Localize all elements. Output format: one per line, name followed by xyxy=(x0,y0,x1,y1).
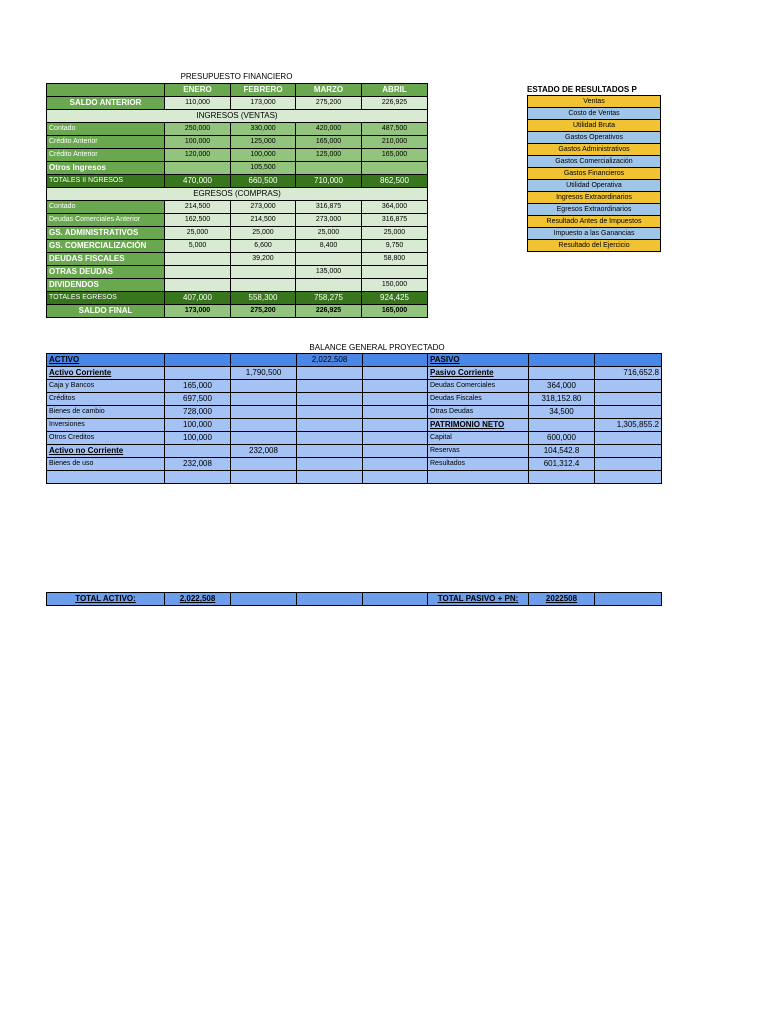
egresos-value xyxy=(165,253,231,266)
ingresos-value: 125,000 xyxy=(231,136,296,149)
activo-value xyxy=(165,367,231,380)
estado-row xyxy=(528,132,661,144)
activo-subtotal xyxy=(231,471,297,484)
egresos-value xyxy=(296,253,362,266)
saldo-final-value: 226,925 xyxy=(296,305,362,318)
egresos-label: OTRAS DEUDAS xyxy=(47,266,165,279)
activo-value: 100,000 xyxy=(165,432,231,445)
balance-row xyxy=(47,471,662,484)
empty-cell xyxy=(297,367,363,380)
activo-label: Créditos xyxy=(47,393,165,406)
egresos-value: 214,500 xyxy=(231,214,296,227)
activo-label: Activo no Corriente xyxy=(47,445,165,458)
activo-subtotal xyxy=(231,432,297,445)
activo-value: 728,000 xyxy=(165,406,231,419)
ingresos-value: 120,000 xyxy=(165,149,231,162)
egresos-row xyxy=(47,253,428,266)
pasivo-label: Capital xyxy=(428,432,529,445)
egresos-section-row xyxy=(47,188,428,201)
balance-header-row xyxy=(47,354,662,367)
activo-value xyxy=(165,471,231,484)
estado-row xyxy=(528,228,661,240)
balance-row xyxy=(47,367,662,380)
egresos-value xyxy=(231,266,296,279)
presupuesto-table xyxy=(46,83,428,318)
saldo-final-value: 275,200 xyxy=(231,305,296,318)
empty-cell xyxy=(529,354,595,367)
egresos-value: 364,000 xyxy=(362,201,428,214)
egresos-value: 25,000 xyxy=(296,227,362,240)
empty-cell xyxy=(363,458,428,471)
egresos-value xyxy=(165,279,231,292)
estado-row xyxy=(528,144,661,156)
pasivo-label: Resultados xyxy=(428,458,529,471)
egresos-value: 5,000 xyxy=(165,240,231,253)
estado-item: Ingresos Extraordinarios xyxy=(528,192,661,204)
pasivo-label: Deudas Fiscales xyxy=(428,393,529,406)
activo-label: Otros Creditos xyxy=(47,432,165,445)
pasivo-subtotal xyxy=(595,445,662,458)
balance-table xyxy=(46,353,662,484)
estado-title: ESTADO DE RESULTADOS P xyxy=(527,85,637,94)
pasivo-value xyxy=(529,419,595,432)
pasivo-label xyxy=(428,471,529,484)
pasivo-value: 34,500 xyxy=(529,406,595,419)
egresos-row xyxy=(47,279,428,292)
empty-cell xyxy=(297,593,363,606)
total-pasivo-value: 2022508 xyxy=(529,593,595,606)
balance-row xyxy=(47,380,662,393)
total-activo-value: 2,022,508 xyxy=(165,593,231,606)
egresos-value: 273,000 xyxy=(296,214,362,227)
saldo-anterior-value: 173,000 xyxy=(231,97,296,110)
saldo-final-value: 165,000 xyxy=(362,305,428,318)
totales-egresos-value: 924,425 xyxy=(362,292,428,305)
pasivo-subtotal xyxy=(595,406,662,419)
empty-cell xyxy=(595,593,662,606)
saldo-anterior-label: SALDO ANTERIOR xyxy=(47,97,165,110)
totales-table xyxy=(46,592,662,606)
estado-row xyxy=(528,156,661,168)
egresos-label: DEUDAS FISCALES xyxy=(47,253,165,266)
ingresos-row xyxy=(47,136,428,149)
egresos-value: 58,800 xyxy=(362,253,428,266)
month-header: MARZO xyxy=(296,84,362,97)
pasivo-label: Otras Deudas xyxy=(428,406,529,419)
ingresos-value: 125,000 xyxy=(296,149,362,162)
totales-egresos-label: TOTALES EGRESOS xyxy=(47,292,165,305)
totales-ingresos-value: 470,000 xyxy=(165,175,231,188)
empty-cell xyxy=(363,380,428,393)
empty-cell xyxy=(363,445,428,458)
egresos-value: 8,400 xyxy=(296,240,362,253)
months-header-row xyxy=(47,84,428,97)
empty-cell xyxy=(297,380,363,393)
activo-subtotal xyxy=(231,419,297,432)
ingresos-label: Crédito Anterior xyxy=(47,136,165,149)
empty-cell xyxy=(363,471,428,484)
saldo-final-label: SALDO FINAL xyxy=(47,305,165,318)
empty-cell xyxy=(297,406,363,419)
egresos-label: DIVIDENDOS xyxy=(47,279,165,292)
pasivo-subtotal xyxy=(595,471,662,484)
activo-header: ACTIVO xyxy=(47,354,165,367)
corner-cell xyxy=(47,84,165,97)
empty-cell xyxy=(363,406,428,419)
empty-cell xyxy=(297,393,363,406)
balance-row xyxy=(47,432,662,445)
egresos-value: 25,000 xyxy=(165,227,231,240)
estado-item: Gastos Comercialización xyxy=(528,156,661,168)
empty-cell xyxy=(595,354,662,367)
egresos-value: 316,875 xyxy=(296,201,362,214)
estado-row xyxy=(528,108,661,120)
egresos-value: 214,500 xyxy=(165,201,231,214)
empty-cell xyxy=(297,458,363,471)
ingresos-label: Contado xyxy=(47,123,165,136)
empty-cell xyxy=(165,354,231,367)
activo-subtotal xyxy=(231,406,297,419)
estado-item: Egresos Extraordinarios xyxy=(528,204,661,216)
ingresos-value: 330,000 xyxy=(231,123,296,136)
egresos-label: Deudas Comerciales Anterior xyxy=(47,214,165,227)
egresos-row xyxy=(47,201,428,214)
estado-item: Gastos Financieros xyxy=(528,168,661,180)
empty-cell xyxy=(363,593,428,606)
empty-cell xyxy=(363,419,428,432)
activo-total-value: 2,022,508 xyxy=(297,354,363,367)
balance-row xyxy=(47,419,662,432)
egresos-value: 6,600 xyxy=(231,240,296,253)
estado-item: Ventas xyxy=(528,96,661,108)
activo-value: 100,000 xyxy=(165,419,231,432)
pasivo-value: 600,000 xyxy=(529,432,595,445)
egresos-value: 9,750 xyxy=(362,240,428,253)
pasivo-value: 364,000 xyxy=(529,380,595,393)
estado-item: Utilidad Operativa xyxy=(528,180,661,192)
ingresos-label: Crédito Anterior xyxy=(47,149,165,162)
egresos-row xyxy=(47,266,428,279)
totales-row xyxy=(47,593,662,606)
activo-label xyxy=(47,471,165,484)
pasivo-header: PASIVO xyxy=(428,354,529,367)
totales-ingresos-value: 862,500 xyxy=(362,175,428,188)
estado-row xyxy=(528,180,661,192)
activo-label: Bienes de cambio xyxy=(47,406,165,419)
total-pasivo-label: TOTAL PASIVO + PN: xyxy=(428,593,529,606)
saldo-final-value: 173,000 xyxy=(165,305,231,318)
ingresos-value: 250,000 xyxy=(165,123,231,136)
estado-item: Impuesto a las Ganancias xyxy=(528,228,661,240)
empty-cell xyxy=(297,432,363,445)
ingresos-label: Otros Ingresos xyxy=(47,162,165,175)
saldo-anterior-value: 226,925 xyxy=(362,97,428,110)
estado-table xyxy=(527,95,661,252)
balance-title: BALANCE GENERAL PROYECTADO xyxy=(309,343,445,352)
egresos-header: EGRESOS (COMPRAS) xyxy=(47,188,428,201)
empty-cell xyxy=(297,419,363,432)
saldo-anterior-value: 110,000 xyxy=(165,97,231,110)
egresos-row xyxy=(47,227,428,240)
ingresos-value: 100,000 xyxy=(165,136,231,149)
pasivo-value xyxy=(529,367,595,380)
ingresos-value xyxy=(165,162,231,175)
activo-value xyxy=(165,445,231,458)
pasivo-subtotal: 1,305,855.2 xyxy=(595,419,662,432)
estado-row xyxy=(528,96,661,108)
egresos-label: GS. COMERCIALIZACIÓN xyxy=(47,240,165,253)
pasivo-label: Pasivo Corriente xyxy=(428,367,529,380)
egresos-row xyxy=(47,214,428,227)
egresos-value xyxy=(362,266,428,279)
pasivo-label: PATRIMONIO NETO xyxy=(428,419,529,432)
ingresos-header: INGRESOS (VENTAS) xyxy=(47,110,428,123)
saldo-anterior-value: 275,200 xyxy=(296,97,362,110)
activo-subtotal xyxy=(231,393,297,406)
estado-row xyxy=(528,168,661,180)
totales-ingresos-label: TOTALES II NGRESOS xyxy=(47,175,165,188)
activo-subtotal: 232,008 xyxy=(231,445,297,458)
ingresos-value: 100,000 xyxy=(231,149,296,162)
egresos-value: 39,200 xyxy=(231,253,296,266)
ingresos-section-row xyxy=(47,110,428,123)
egresos-value: 316,875 xyxy=(362,214,428,227)
ingresos-row xyxy=(47,123,428,136)
activo-subtotal xyxy=(231,458,297,471)
estado-item: Costo de Ventas xyxy=(528,108,661,120)
totales-ingresos-value: 710,000 xyxy=(296,175,362,188)
egresos-label: GS. ADMINISTRATIVOS xyxy=(47,227,165,240)
ingresos-value: 165,000 xyxy=(296,136,362,149)
ingresos-value xyxy=(296,162,362,175)
activo-subtotal xyxy=(231,380,297,393)
estado-row xyxy=(528,120,661,132)
totales-ingresos-value: 660,500 xyxy=(231,175,296,188)
saldo-final-row xyxy=(47,305,428,318)
estado-row xyxy=(528,240,661,252)
pasivo-value xyxy=(529,471,595,484)
pasivo-subtotal xyxy=(595,380,662,393)
estado-item: Resultado Antes de Impuestos xyxy=(528,216,661,228)
estado-item: Gastos Operativos xyxy=(528,132,661,144)
saldo-anterior-row xyxy=(47,97,428,110)
activo-label: Caja y Bancos xyxy=(47,380,165,393)
estado-item: Gastos Administrativos xyxy=(528,144,661,156)
month-header: ENERO xyxy=(165,84,231,97)
pasivo-subtotal: 716,652.8 xyxy=(595,367,662,380)
pasivo-subtotal xyxy=(595,432,662,445)
estado-row xyxy=(528,204,661,216)
activo-value: 697,500 xyxy=(165,393,231,406)
pasivo-subtotal xyxy=(595,393,662,406)
totales-egresos-value: 407,000 xyxy=(165,292,231,305)
ingresos-value: 165,000 xyxy=(362,149,428,162)
egresos-value: 135,000 xyxy=(296,266,362,279)
pasivo-label: Deudas Comerciales xyxy=(428,380,529,393)
egresos-row xyxy=(47,240,428,253)
empty-cell xyxy=(231,354,297,367)
empty-cell xyxy=(363,367,428,380)
empty-cell xyxy=(231,593,297,606)
month-header: ABRIL xyxy=(362,84,428,97)
balance-row xyxy=(47,393,662,406)
ingresos-row xyxy=(47,162,428,175)
ingresos-value: 210,000 xyxy=(362,136,428,149)
pasivo-value: 601,312.4 xyxy=(529,458,595,471)
empty-cell xyxy=(363,432,428,445)
egresos-value: 162,500 xyxy=(165,214,231,227)
empty-cell xyxy=(363,354,428,367)
totales-egresos-row xyxy=(47,292,428,305)
total-activo-label: TOTAL ACTIVO: xyxy=(47,593,165,606)
pasivo-label: Reservas xyxy=(428,445,529,458)
activo-subtotal: 1,790,500 xyxy=(231,367,297,380)
estado-row xyxy=(528,192,661,204)
empty-cell xyxy=(297,471,363,484)
egresos-value: 25,000 xyxy=(362,227,428,240)
empty-cell xyxy=(297,445,363,458)
ingresos-value xyxy=(362,162,428,175)
estado-item: Utilidad Bruta xyxy=(528,120,661,132)
egresos-value xyxy=(165,266,231,279)
balance-row xyxy=(47,406,662,419)
activo-value: 165,000 xyxy=(165,380,231,393)
month-header: FEBRERO xyxy=(231,84,296,97)
presupuesto-title: PRESUPUESTO FINANCIERO xyxy=(180,72,293,81)
estado-row xyxy=(528,216,661,228)
balance-row xyxy=(47,458,662,471)
ingresos-row xyxy=(47,149,428,162)
pasivo-value: 318,152.80 xyxy=(529,393,595,406)
pasivo-value: 104,542.8 xyxy=(529,445,595,458)
egresos-value: 25,000 xyxy=(231,227,296,240)
egresos-value: 150,000 xyxy=(362,279,428,292)
activo-label: Bienes de uso xyxy=(47,458,165,471)
ingresos-value: 487,500 xyxy=(362,123,428,136)
egresos-value: 273,000 xyxy=(231,201,296,214)
empty-cell xyxy=(363,393,428,406)
totales-egresos-value: 758,275 xyxy=(296,292,362,305)
totales-egresos-value: 558,300 xyxy=(231,292,296,305)
totales-ingresos-row xyxy=(47,175,428,188)
egresos-label: Contado xyxy=(47,201,165,214)
ingresos-value: 420,000 xyxy=(296,123,362,136)
estado-item: Resultado del Ejercicio xyxy=(528,240,661,252)
activo-label: Activo Corriente xyxy=(47,367,165,380)
pasivo-subtotal xyxy=(595,458,662,471)
balance-row xyxy=(47,445,662,458)
activo-label: Inversiones xyxy=(47,419,165,432)
egresos-value xyxy=(296,279,362,292)
activo-value: 232,008 xyxy=(165,458,231,471)
ingresos-value: 105,500 xyxy=(231,162,296,175)
egresos-value xyxy=(231,279,296,292)
